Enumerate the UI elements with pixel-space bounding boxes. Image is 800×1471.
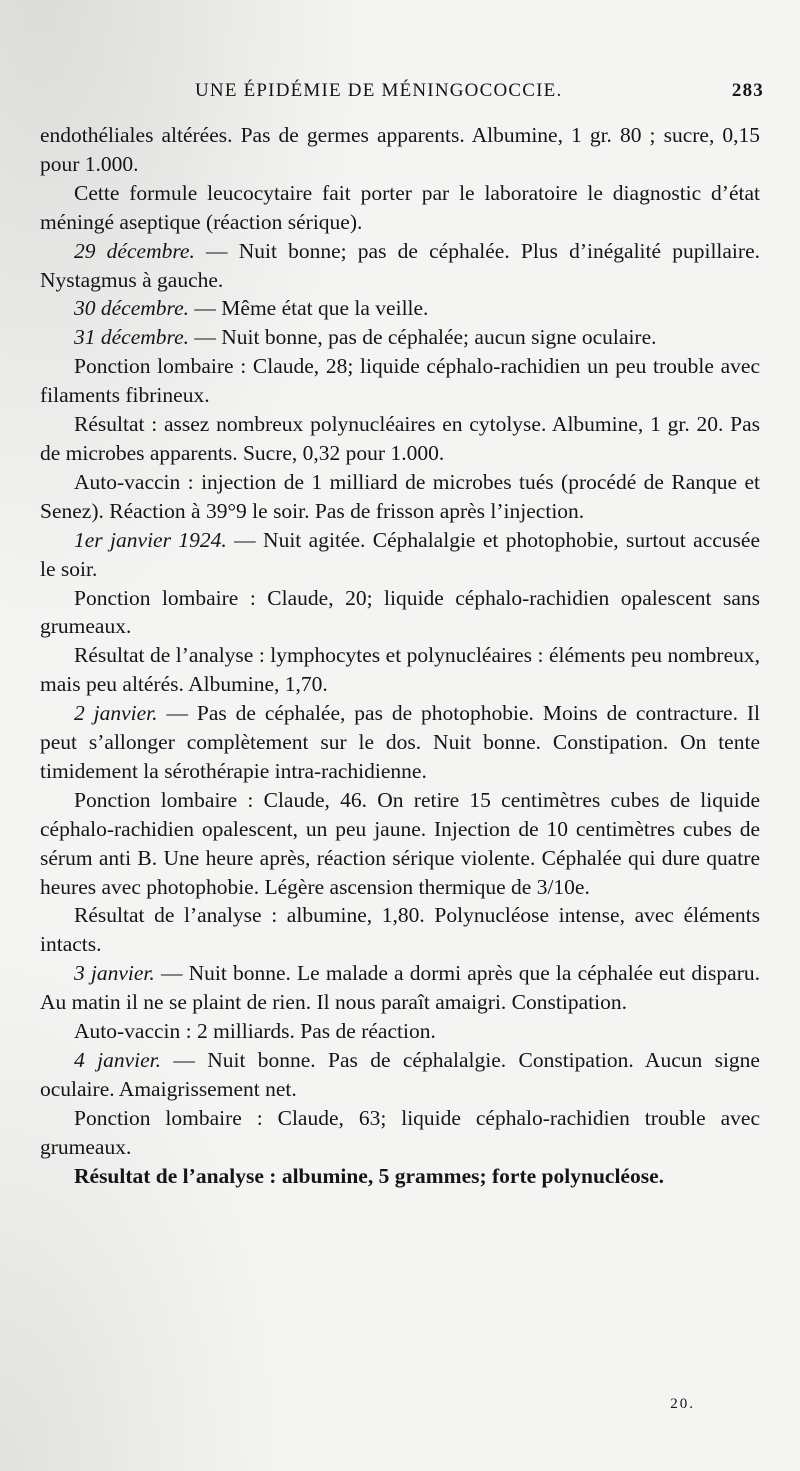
paragraph-19 (40, 1162, 760, 1191)
signature-mark: 20. (670, 1396, 695, 1412)
paragraph-17-text: — Nuit bonne. Pas de céphalalgie. Constipation. Aucun signe oculaire. Amaigrissement net. (40, 1048, 760, 1101)
paragraph-2-text: Cette formule leucocytaire fait porter par le laboratoire le diagnostic d’état méningé aseptique (réaction sérique). (40, 180, 760, 234)
date-2-january: 2 janvier. (74, 701, 158, 726)
paragraph-1-text: endothéliales altérées. Pas de germes apparents. Albumine, 1 gr. 80 ; sucre, 0,15 pour 1.000. (40, 123, 760, 176)
date-4-january: 4 janvier. (74, 1048, 161, 1072)
paragraph-18-text: Ponction lombaire : Claude, 63; liquide céphalo-rachidien trouble avec grumeaux. (40, 1105, 760, 1159)
paragraph-1 (40, 121, 760, 179)
paragraph-14 (40, 901, 760, 959)
paragraph-16 (40, 1017, 760, 1046)
paragraph-4 (40, 294, 760, 323)
paragraph-9-text: — Nuit agitée. Céphalalgie et photophobie, surtout accusée le soir. (40, 527, 761, 581)
paragraph-13 (40, 786, 760, 902)
paragraph-3-text: — Nuit bonne; pas de céphalée. Plus d’inégalité pupillaire. Nystagmus à gauche. (40, 238, 760, 292)
date-30-december: 30 décembre. (74, 296, 190, 321)
date-3-january: 3 janvier. (74, 961, 155, 986)
paragraph-18 (40, 1104, 760, 1162)
paragraph-6 (40, 352, 760, 410)
paragraph-19-text: Résultat de l’analyse : albumine, 5 grammes; forte polynucléose. (74, 1163, 664, 1188)
paragraph-10 (40, 584, 760, 642)
page-number: 283 (731, 80, 764, 101)
paragraph-7-text: Résultat : assez nombreux polynucléaires en cytolyse. Albumine, 1 gr. 20. Pas de microbes apparents. Sucre, 0,32 pour 1.000. (40, 412, 760, 465)
paragraph-8 (40, 468, 760, 526)
date-31-december: 31 décembre. (74, 325, 190, 350)
paragraph-2 (40, 179, 760, 237)
paragraph-11-text: Résultat de l’analyse : lymphocytes et polynucléaires : éléments peu nombreux, mais peu altérés. Albumine, 1,70. (40, 643, 760, 697)
page-header (195, 80, 764, 114)
paragraph-12 (40, 699, 760, 786)
paragraph-7 (40, 410, 760, 468)
body-text (40, 121, 760, 1191)
paragraph-13-text: Ponction lombaire : Claude, 46. On retire 15 centimètres cubes de liquide céphalo-rachidien opalescent, un peu jaune. Injection de 10 centimètres cubes de sérum anti B. Une heure après, réaction sérique violente. Céphalée qui dure quatre heures avec photophobie. Légère ascension thermique de 3/10e. (40, 787, 760, 899)
paragraph-15 (40, 959, 760, 1017)
paragraph-12-text: — Pas de céphalée, pas de photophobie. Moins de contracture. Il peut s’allonger complètement sur le dos. Nuit bonne. Constipation. On tente timidement la sérothérapie intra-rachidienne. (40, 701, 760, 783)
paragraph-8-text: Auto-vaccin : injection de 1 milliard de microbes tués (procédé de Ranque et Senez). Réaction à 39°9 le soir. Pas de frisson après l’injection. (40, 469, 760, 523)
paragraph-6-text: Ponction lombaire : Claude, 28; liquide céphalo-rachidien un peu trouble avec filaments fibrineux. (40, 354, 760, 408)
paragraph-10-text: Ponction lombaire : Claude, 20; liquide céphalo-rachidien opalescent sans grumeaux. (40, 585, 760, 639)
paragraph-16-text: Auto-vaccin : 2 milliards. Pas de réaction. (74, 1019, 436, 1044)
paragraph-9 (40, 526, 760, 584)
paragraph-15-text: — Nuit bonne. Le malade a dormi après que la céphalée eut disparu. Au matin il ne se plaint de rien. Il nous paraît amaigri. Constipation. (40, 961, 760, 1015)
paragraph-4-text: — Même état que la veille. (189, 296, 429, 321)
paragraph-5-text: — Nuit bonne, pas de céphalée; aucun signe oculaire. (189, 325, 657, 350)
running-title: UNE ÉPIDÉMIE DE MÉNINGOCOCCIE. (195, 80, 563, 101)
date-1-january: 1er janvier 1924. (74, 527, 227, 552)
paragraph-14-text: Résultat de l’analyse : albumine, 1,80. Polynucléose intense, avec éléments intacts. (40, 903, 760, 957)
paragraph-11 (40, 641, 760, 699)
paragraph-17 (40, 1046, 760, 1104)
paragraph-3 (40, 237, 760, 295)
date-29-december: 29 décembre. (74, 238, 195, 263)
paragraph-5 (40, 323, 760, 352)
